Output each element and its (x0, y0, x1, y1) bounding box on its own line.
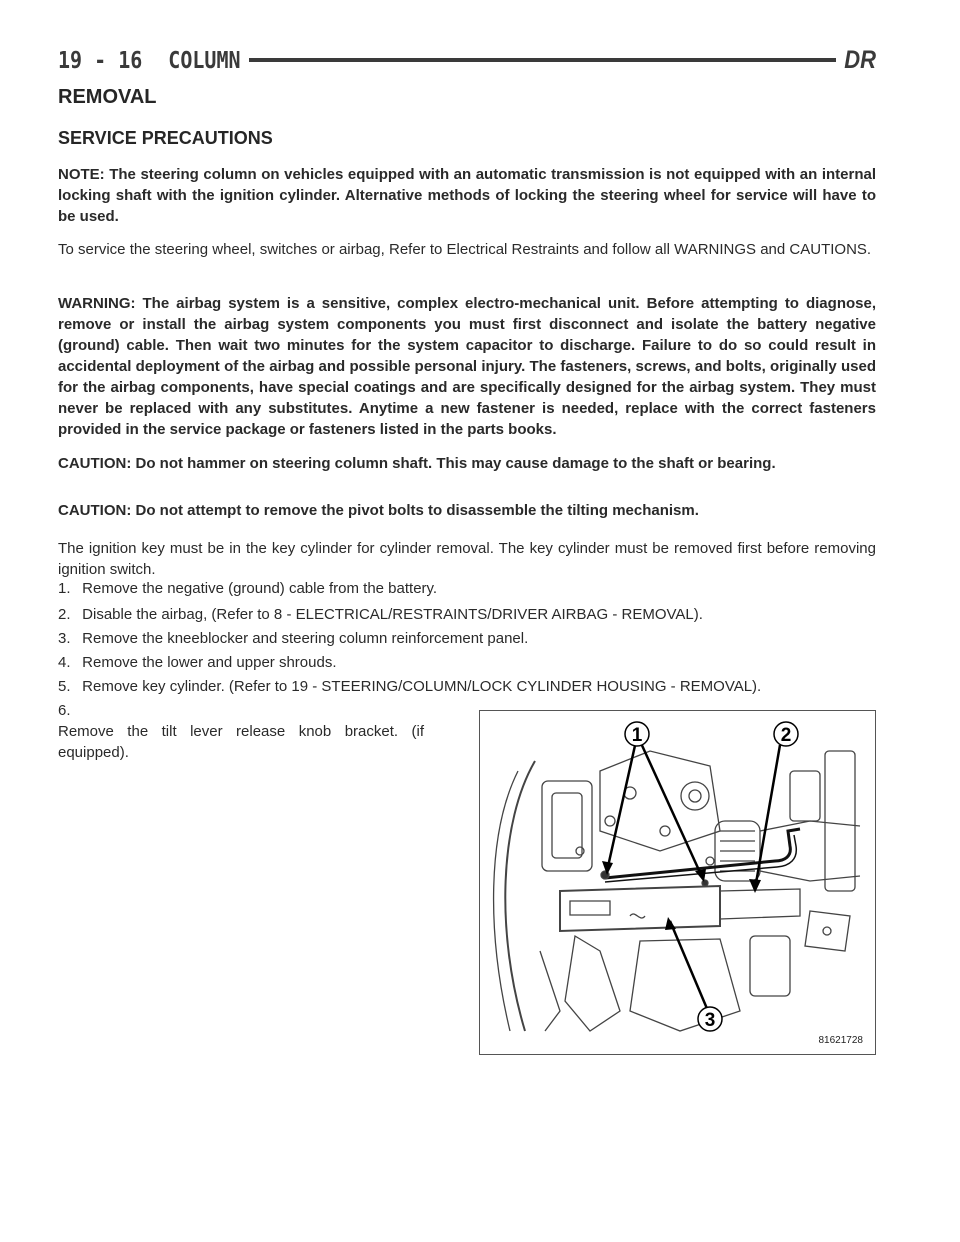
step-number: 1. (58, 580, 71, 597)
step-text: Remove key cylinder. (Refer to 19 - STEERING/COLUMN/LOCK CYLINDER HOUSING - REMOVAL). (82, 678, 762, 695)
model-code: DR (844, 45, 876, 74)
step-number: 6. (58, 702, 71, 719)
step-item (58, 700, 448, 763)
callout-2-label: 2 (780, 725, 792, 746)
step-text: Disable the airbag, (Refer to 8 - ELECTRICAL/RESTRAINTS/DRIVER AIRBAG - REMOVAL). (82, 606, 703, 623)
caution-hammer-paragraph: CAUTION: Do not hammer on steering column shaft. This may cause damage to the shaft or bearing. (58, 455, 776, 472)
step-text: Remove the negative (ground) cable from the battery. (82, 580, 438, 597)
note-paragraph: NOTE: The steering column on vehicles equipped with an automatic transmission is not equipped with an internal locking shaft with the ignition cylinder. Alternative methods of locking the steering wheel for service will have to be used. (58, 166, 876, 225)
steering-column-illustration (480, 711, 875, 1054)
step-number: 4. (58, 654, 71, 671)
step-text: Remove the kneeblocker and steering column reinforcement panel. (82, 630, 529, 647)
step-item (58, 578, 876, 599)
step-item (58, 652, 876, 673)
step-number: 5. (58, 678, 71, 695)
page-title: REMOVAL (58, 86, 157, 108)
step-text: Remove the tilt lever release knob bracket. (if equipped). (58, 723, 424, 761)
figure-id: 81621728 (818, 1035, 863, 1046)
section-name: COLUMN (168, 46, 241, 74)
step-text: Remove the lower and upper shrouds. (82, 654, 337, 671)
section-subtitle: SERVICE PRECAUTIONS (58, 128, 273, 148)
page-header (58, 44, 876, 76)
steering-column-figure (479, 710, 876, 1055)
ignition-note-paragraph: The ignition key must be in the key cylinder for cylinder removal. The key cylinder must be removed first before removing ignition switch. (58, 540, 876, 578)
step-item (58, 604, 876, 625)
caution-pivot-paragraph: CAUTION: Do not attempt to remove the pivot bolts to disassemble the tilting mechanism. (58, 502, 699, 519)
step-item (58, 676, 876, 697)
callout-3-label: 3 (704, 1010, 716, 1031)
service-intro-paragraph: To service the steering wheel, switches or airbag, Refer to Electrical Restraints and follow all WARNINGS and CAUTIONS. (58, 241, 872, 258)
header-rule (249, 58, 837, 62)
page-number: 19 - 16 (58, 46, 143, 74)
step-item (58, 628, 876, 649)
warning-paragraph: WARNING: The airbag system is a sensitive, complex electro-mechanical unit. Before attempting to diagnose, remove or install the airbag system components you must first disconnect and isolate the battery negative (ground) cable. Then wait two minutes for the system capacitor to discharge. Failure to do so could result in accidental deployment of the airbag and possible personal injury. The fasteners, screws, and bolts, originally used for the airbag components, have special coatings and are specifically designed for the airbag system. They must never be replaced with any substitutes. Anytime a new fastener is needed, replace with the correct fasteners provided in the service package or fasteners listed in the parts books. (58, 295, 876, 438)
step-number: 2. (58, 606, 71, 623)
callout-1-label: 1 (631, 725, 643, 746)
step-number: 3. (58, 630, 71, 647)
